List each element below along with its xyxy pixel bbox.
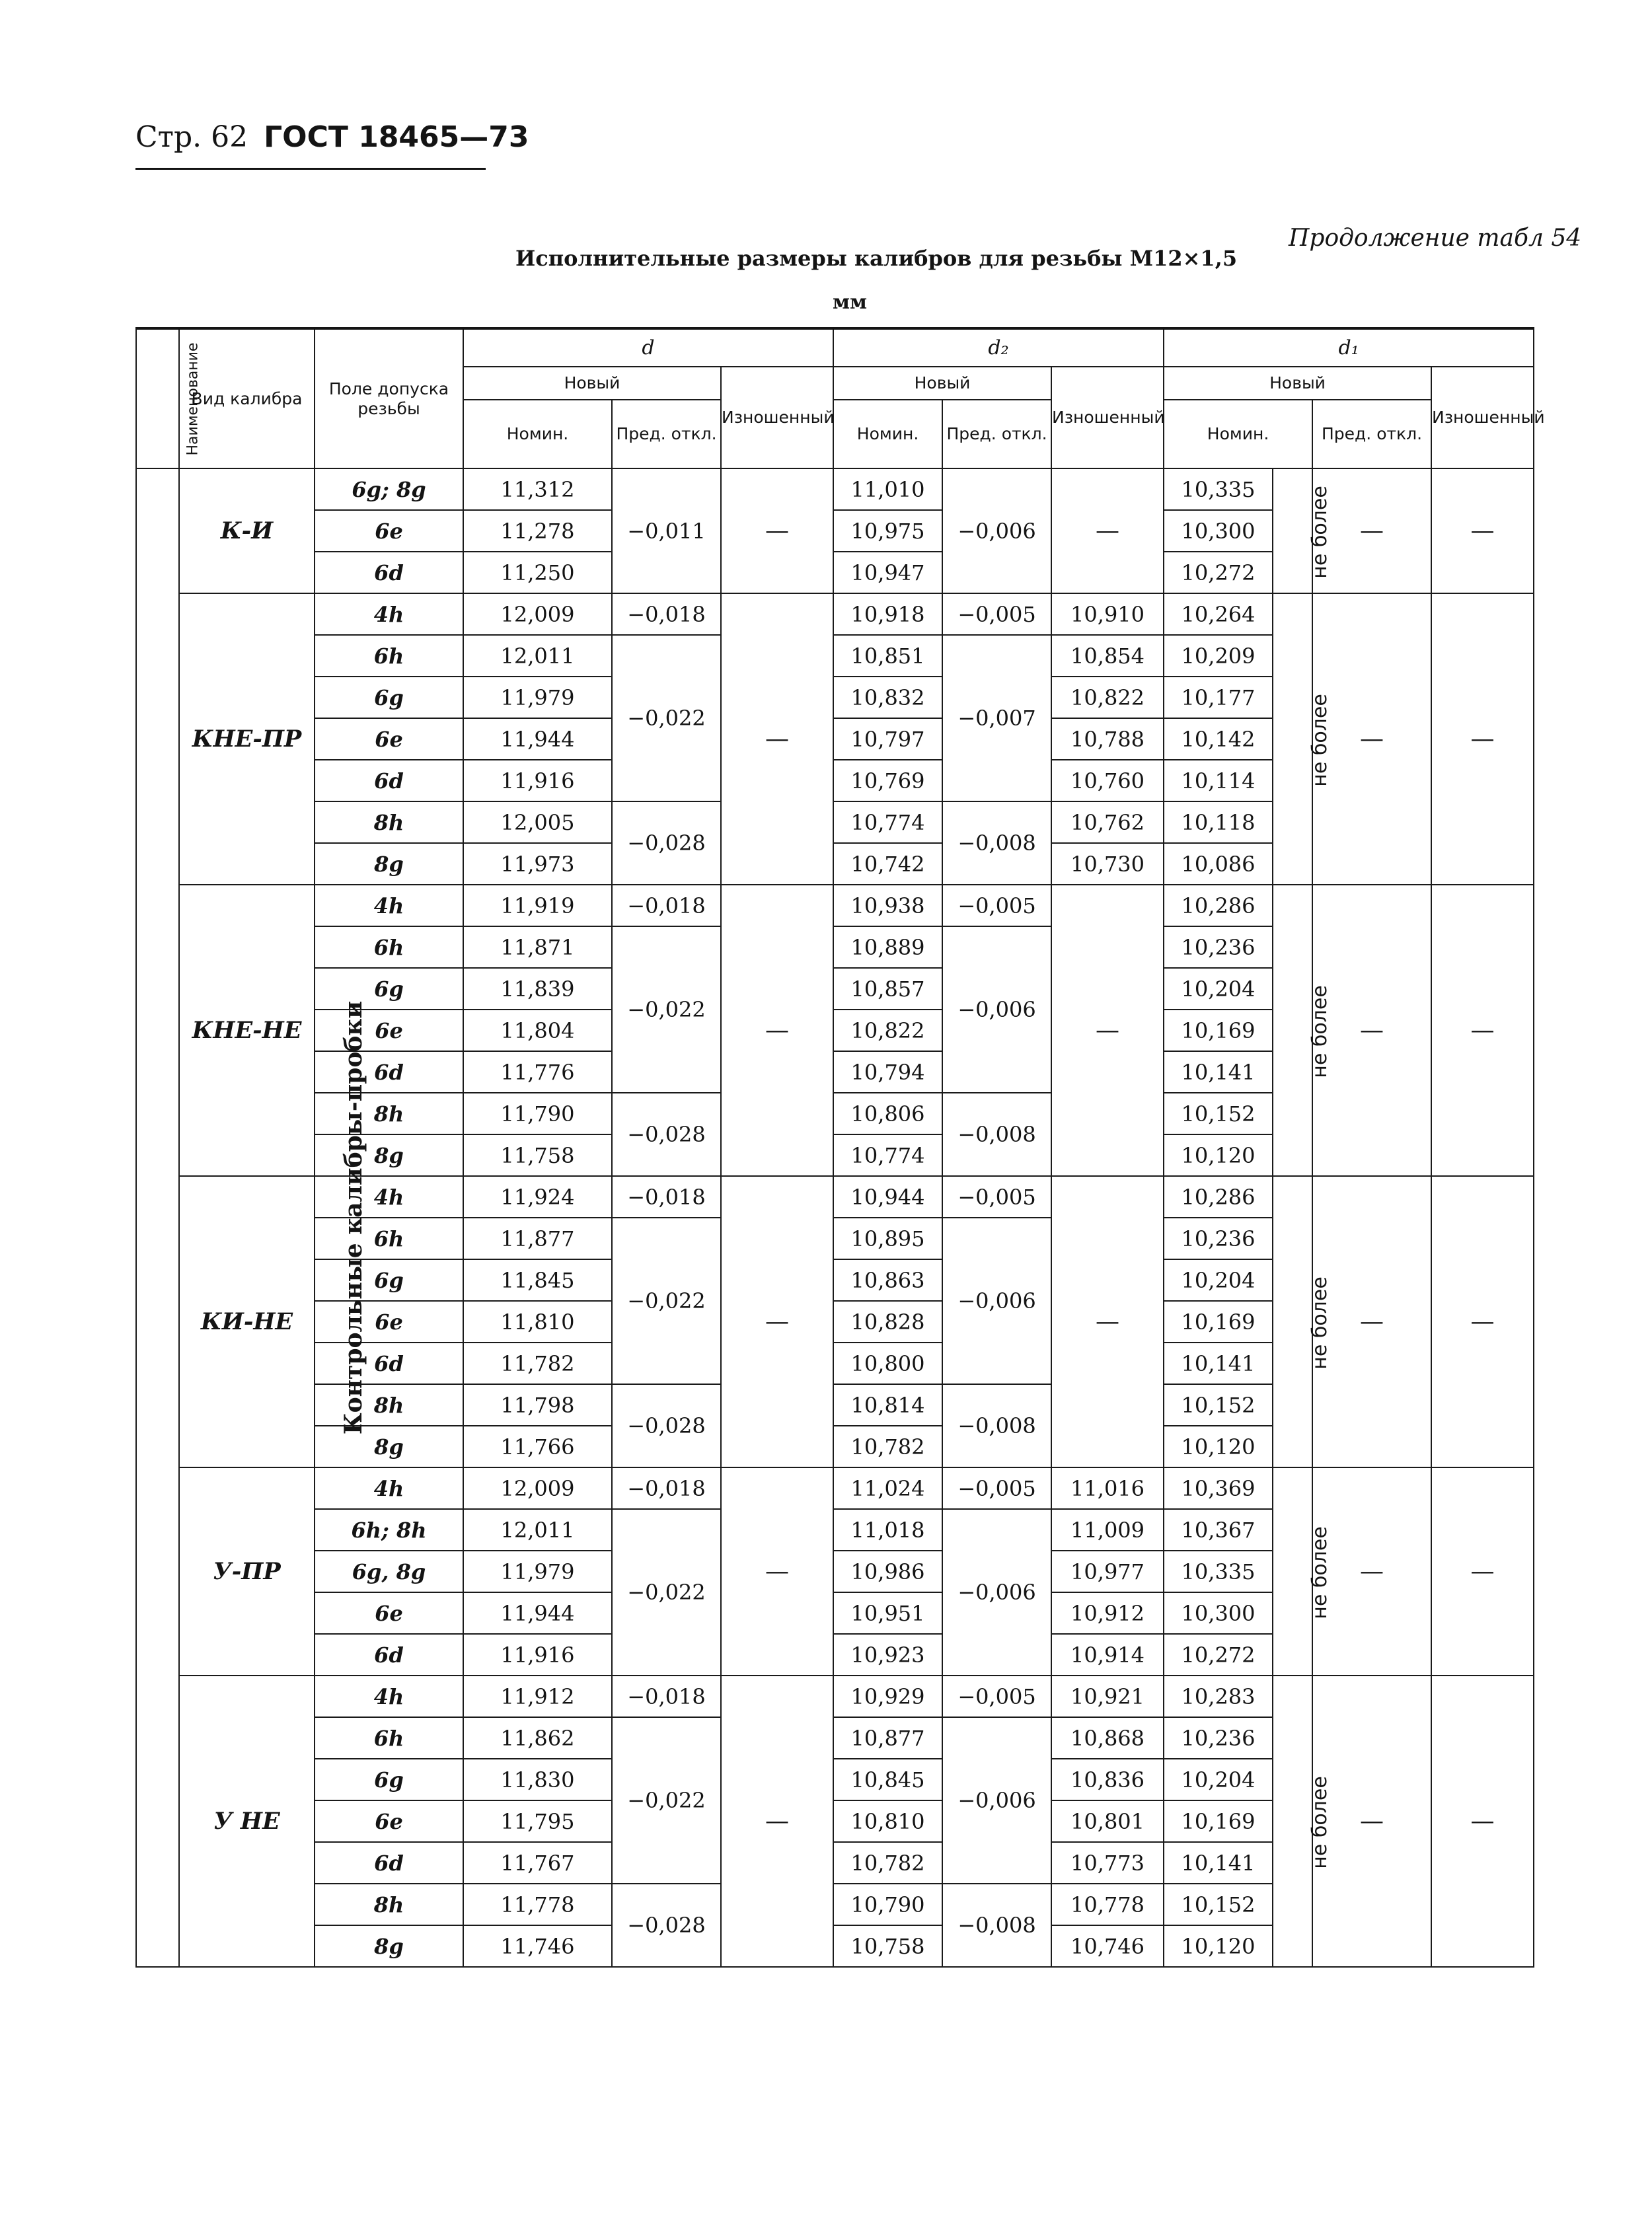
d-nominal-cell: 12,011 <box>463 635 612 677</box>
d-deviation-cell: −0,018 <box>612 1176 721 1218</box>
d2-nominal-cell: 10,863 <box>833 1259 942 1301</box>
continuation-note: Продолжение табл 54 <box>1289 225 1582 252</box>
d2-nominal-cell: 10,742 <box>833 843 942 885</box>
tolerance-field-cell: 8h <box>315 1884 463 1925</box>
d2-worn-cell: 10,822 <box>1051 677 1164 718</box>
d1-nominal-cell: 10,086 <box>1164 843 1273 885</box>
d1-nominal-cell: 10,204 <box>1164 1259 1273 1301</box>
d2-nominal-cell: 11,024 <box>833 1467 942 1509</box>
tolerance-field-cell: 4h <box>315 1467 463 1509</box>
d2-worn-cell: 10,762 <box>1051 801 1164 843</box>
d2-nominal-cell: 10,814 <box>833 1384 942 1426</box>
d-deviation-cell: −0,018 <box>612 1467 721 1509</box>
d2-nominal-cell: 11,018 <box>833 1509 942 1551</box>
d2-nominal-cell: 10,857 <box>833 968 942 1010</box>
d1-nominal-cell: 10,286 <box>1164 885 1273 926</box>
d1-worn-header: Изношенный <box>1431 367 1534 468</box>
d2-nominal-cell: 10,951 <box>833 1592 942 1634</box>
tolerance-field-cell: 6h <box>315 1717 463 1759</box>
d2-worn-cell: 10,854 <box>1051 635 1164 677</box>
d1-deviation-cell: — <box>1312 468 1431 593</box>
d2-deviation-cell: −0,006 <box>942 468 1051 593</box>
d-nominal-cell: 11,804 <box>463 1010 612 1051</box>
d2-nominal-cell: 10,822 <box>833 1010 942 1051</box>
d-nominal-cell: 11,790 <box>463 1093 612 1134</box>
tolerance-field-cell: 6e <box>315 1301 463 1343</box>
d1-nominal-cell: 10,152 <box>1164 1884 1273 1925</box>
table-body <box>136 468 1534 1967</box>
d2-deviation-cell: −0,006 <box>942 1218 1051 1384</box>
d-nominal-cell: 11,877 <box>463 1218 612 1259</box>
tolerance-field-cell: 6d <box>315 1842 463 1884</box>
d-nominal-cell: 11,944 <box>463 718 612 760</box>
page-number: Стр. 62 <box>135 120 248 154</box>
tolerance-field-cell: 6g; 8g <box>315 468 463 510</box>
d-deviation-cell: −0,022 <box>612 926 721 1093</box>
tolerance-field-cell: 6d <box>315 760 463 801</box>
d1-worn-cell: — <box>1431 1676 1534 1967</box>
d1-nominal-cell: 10,236 <box>1164 1717 1273 1759</box>
d2-worn-cell: 10,977 <box>1051 1551 1164 1592</box>
tolerance-field-cell: 6g <box>315 1259 463 1301</box>
d-deviation-cell: −0,018 <box>612 593 721 635</box>
standard-number: ГОСТ 18465—73 <box>264 120 529 154</box>
d-nominal-cell: 12,011 <box>463 1509 612 1551</box>
d1-nominal-cell: 10,120 <box>1164 1134 1273 1176</box>
d-deviation-cell: −0,022 <box>612 1717 721 1884</box>
d1-worn-cell: — <box>1431 468 1534 593</box>
d1-nominal-cell: 10,142 <box>1164 718 1273 760</box>
d2-worn-cell: 10,778 <box>1051 1884 1164 1925</box>
d1-nominal-cell: 10,204 <box>1164 1759 1273 1800</box>
d-worn-cell: — <box>721 1176 833 1467</box>
d-nominal-cell: 11,871 <box>463 926 612 968</box>
tolerance-field-cell: 6g <box>315 1759 463 1800</box>
d1-nominal-cell: 10,236 <box>1164 926 1273 968</box>
col-kind-header: Вид калибра <box>179 328 315 468</box>
d-nominal-cell: 11,924 <box>463 1176 612 1218</box>
d-deviation-cell: −0,018 <box>612 1676 721 1717</box>
d2-deviation-cell: −0,005 <box>942 1676 1051 1717</box>
tolerance-field-cell: 6g <box>315 968 463 1010</box>
d-nominal-cell: 11,979 <box>463 1551 612 1592</box>
header-rule <box>135 168 486 170</box>
d1-deviation-cell: — <box>1312 1676 1431 1967</box>
d1-nominal-cell: 10,141 <box>1164 1051 1273 1093</box>
gauge-kind-cell: КНЕ-ПР <box>179 593 315 885</box>
d1-nominal-cell: 10,335 <box>1164 1551 1273 1592</box>
d-deviation-cell: −0,028 <box>612 1384 721 1467</box>
d2-worn-cell: 10,773 <box>1051 1842 1164 1884</box>
d1-new-header: Новый <box>1164 367 1431 400</box>
d2-nominal-cell: 10,828 <box>833 1301 942 1343</box>
d-deviation-cell: −0,011 <box>612 468 721 593</box>
table-row <box>136 1467 1534 1509</box>
d2-worn-cell: 10,836 <box>1051 1759 1164 1800</box>
d2-worn-cell: 10,910 <box>1051 593 1164 635</box>
d-nominal-header: Номин. <box>463 400 612 468</box>
d2-nominal-cell: 10,800 <box>833 1343 942 1384</box>
d-nominal-cell: 11,758 <box>463 1134 612 1176</box>
d2-deviation-cell: −0,005 <box>942 1467 1051 1509</box>
d1-nominal-cell: 10,335 <box>1164 468 1273 510</box>
d-nominal-cell: 11,782 <box>463 1343 612 1384</box>
d2-nominal-header: Номин. <box>833 400 942 468</box>
gauge-kind-cell: У-ПР <box>179 1467 315 1676</box>
not-more-cell: не более <box>1273 1467 1312 1676</box>
tolerance-field-cell: 6e <box>315 1010 463 1051</box>
d-nominal-cell: 11,778 <box>463 1884 612 1925</box>
d2-nominal-cell: 10,806 <box>833 1093 942 1134</box>
d1-deviation-cell: — <box>1312 1467 1431 1676</box>
d2-nominal-cell: 10,851 <box>833 635 942 677</box>
tolerance-field-cell: 4h <box>315 1176 463 1218</box>
d2-deviation-cell: −0,006 <box>942 1509 1051 1676</box>
d2-nominal-cell: 10,889 <box>833 926 942 968</box>
d-nominal-cell: 12,005 <box>463 801 612 843</box>
not-more-cell: не более <box>1273 1176 1312 1467</box>
d-worn-cell: — <box>721 1676 833 1967</box>
not-more-cell: не более <box>1273 1676 1312 1967</box>
d2-worn-cell: 10,760 <box>1051 760 1164 801</box>
d2-deviation-cell: −0,008 <box>942 1093 1051 1176</box>
tolerance-field-cell: 4h <box>315 885 463 926</box>
d2-nominal-cell: 10,986 <box>833 1551 942 1592</box>
gauge-kind-cell: У НЕ <box>179 1676 315 1967</box>
d2-nominal-cell: 10,918 <box>833 593 942 635</box>
d-nominal-cell: 11,766 <box>463 1426 612 1467</box>
d2-deviation-cell: −0,005 <box>942 593 1051 635</box>
d1-worn-cell: — <box>1431 1176 1534 1467</box>
d-nominal-cell: 12,009 <box>463 1467 612 1509</box>
table-row <box>136 1676 1534 1717</box>
d1-worn-cell: — <box>1431 1467 1534 1676</box>
tolerance-field-cell: 6d <box>315 1634 463 1676</box>
d1-nominal-cell: 10,367 <box>1164 1509 1273 1551</box>
gauge-table <box>135 327 1545 1968</box>
tolerance-field-cell: 8h <box>315 1093 463 1134</box>
d-nominal-cell: 11,250 <box>463 552 612 593</box>
tolerance-field-cell: 6h <box>315 1218 463 1259</box>
d2-nominal-cell: 10,797 <box>833 718 942 760</box>
tolerance-field-cell: 6d <box>315 1343 463 1384</box>
group-name-cell: Контрольные калибры-пробки <box>136 468 179 1967</box>
tolerance-field-cell: 6e <box>315 1592 463 1634</box>
d1-deviation-cell: — <box>1312 1176 1431 1467</box>
tolerance-field-cell: 4h <box>315 1676 463 1717</box>
d-deviation-cell: −0,022 <box>612 1509 721 1676</box>
d2-deviation-cell: −0,005 <box>942 1176 1051 1218</box>
tolerance-field-cell: 6e <box>315 718 463 760</box>
tolerance-field-cell: 6h <box>315 926 463 968</box>
d2-nominal-cell: 10,938 <box>833 885 942 926</box>
col-d1-header: d₁ <box>1164 328 1534 367</box>
d1-deviation-cell: — <box>1312 593 1431 885</box>
tolerance-field-cell: 8h <box>315 1384 463 1426</box>
d1-nominal-cell: 10,272 <box>1164 1634 1273 1676</box>
d1-nominal-cell: 10,114 <box>1164 760 1273 801</box>
tolerance-field-cell: 6e <box>315 1800 463 1842</box>
d1-deviation-cell: — <box>1312 885 1431 1176</box>
d2-worn-header: Изношенный <box>1051 367 1164 468</box>
tolerance-field-cell: 6d <box>315 552 463 593</box>
col-field-header: Поле допуска резьбы <box>315 328 463 468</box>
gauge-kind-cell: КНЕ-НЕ <box>179 885 315 1176</box>
d-deviation-cell: −0,028 <box>612 1093 721 1176</box>
d-worn-cell: — <box>721 593 833 885</box>
table-row <box>136 885 1534 926</box>
d-nominal-cell: 11,916 <box>463 760 612 801</box>
d-worn-header: Изношенный <box>721 367 833 468</box>
d2-worn-cell: — <box>1051 885 1164 1176</box>
d1-worn-cell: — <box>1431 885 1534 1176</box>
d2-deviation-header: Пред. откл. <box>942 400 1051 468</box>
not-more-cell: не более <box>1273 468 1312 593</box>
d2-nominal-cell: 10,774 <box>833 801 942 843</box>
d1-nominal-cell: 10,286 <box>1164 1176 1273 1218</box>
table-row <box>136 468 1534 510</box>
d1-nominal-cell: 10,300 <box>1164 510 1273 552</box>
table-header <box>136 328 1545 468</box>
d1-nominal-cell: 10,152 <box>1164 1384 1273 1426</box>
d1-nominal-cell: 10,264 <box>1164 593 1273 635</box>
tolerance-field-cell: 6e <box>315 510 463 552</box>
tolerance-field-cell: 6g <box>315 677 463 718</box>
col-d-header: d <box>463 328 833 367</box>
d2-nominal-cell: 10,769 <box>833 760 942 801</box>
gauge-kind-cell: КИ-НЕ <box>179 1176 315 1467</box>
d2-deviation-cell: −0,007 <box>942 635 1051 801</box>
d-deviation-cell: −0,022 <box>612 1218 721 1384</box>
d1-nominal-cell: 10,169 <box>1164 1800 1273 1842</box>
d-nominal-cell: 11,845 <box>463 1259 612 1301</box>
d-worn-cell: — <box>721 885 833 1176</box>
tolerance-field-cell: 8h <box>315 801 463 843</box>
d2-worn-cell: 10,788 <box>1051 718 1164 760</box>
d1-nominal-cell: 10,283 <box>1164 1676 1273 1717</box>
d1-nominal-cell: 10,177 <box>1164 677 1273 718</box>
d2-worn-cell: 11,009 <box>1051 1509 1164 1551</box>
d-deviation-header: Пред. откл. <box>612 400 721 468</box>
d1-nominal-cell: 10,118 <box>1164 801 1273 843</box>
d1-nominal-cell: 10,169 <box>1164 1301 1273 1343</box>
d-nominal-cell: 11,795 <box>463 1800 612 1842</box>
d2-deviation-cell: −0,006 <box>942 926 1051 1093</box>
d-worn-cell: — <box>721 468 833 593</box>
d2-nominal-cell: 10,845 <box>833 1759 942 1800</box>
units-label: мм <box>833 291 868 314</box>
tolerance-field-cell: 6h; 8h <box>315 1509 463 1551</box>
d2-nominal-cell: 11,010 <box>833 468 942 510</box>
d-nominal-cell: 11,776 <box>463 1051 612 1093</box>
d1-nominal-cell: 10,236 <box>1164 1218 1273 1259</box>
tolerance-field-cell: 6h <box>315 635 463 677</box>
d-nominal-cell: 12,009 <box>463 593 612 635</box>
d1-nominal-header: Номин. <box>1164 400 1312 468</box>
gauge-kind-cell: К-И <box>179 468 315 593</box>
table-row <box>136 593 1534 635</box>
col-d2-header: d₂ <box>833 328 1164 367</box>
d-deviation-cell: −0,018 <box>612 885 721 926</box>
d1-nominal-cell: 10,204 <box>1164 968 1273 1010</box>
d2-worn-cell: 10,801 <box>1051 1800 1164 1842</box>
d-nominal-cell: 11,839 <box>463 968 612 1010</box>
d1-nominal-cell: 10,141 <box>1164 1343 1273 1384</box>
d1-nominal-cell: 10,209 <box>1164 635 1273 677</box>
tolerance-field-cell: 8g <box>315 1925 463 1967</box>
d-nominal-cell: 11,798 <box>463 1384 612 1426</box>
table-title: Исполнительные размеры калибров для резьбы M12×1,5 <box>515 246 1238 271</box>
d1-nominal-cell: 10,369 <box>1164 1467 1273 1509</box>
d2-worn-cell: — <box>1051 468 1164 593</box>
d-nominal-cell: 11,912 <box>463 1676 612 1717</box>
d-deviation-cell: −0,022 <box>612 635 721 801</box>
d-nominal-cell: 11,830 <box>463 1759 612 1800</box>
d2-deviation-cell: −0,006 <box>942 1717 1051 1884</box>
d-nominal-cell: 11,810 <box>463 1301 612 1343</box>
d2-nominal-cell: 10,758 <box>833 1925 942 1967</box>
d2-nominal-cell: 10,944 <box>833 1176 942 1218</box>
d2-nominal-cell: 10,794 <box>833 1051 942 1093</box>
d2-deviation-cell: −0,008 <box>942 801 1051 885</box>
d2-nominal-cell: 10,929 <box>833 1676 942 1717</box>
d2-worn-cell: 11,016 <box>1051 1467 1164 1509</box>
d2-nominal-cell: 10,895 <box>833 1218 942 1259</box>
d1-nominal-cell: 10,272 <box>1164 552 1273 593</box>
d2-nominal-cell: 10,782 <box>833 1426 942 1467</box>
d2-worn-cell: 10,921 <box>1051 1676 1164 1717</box>
d2-nominal-cell: 10,832 <box>833 677 942 718</box>
tolerance-field-cell: 6d <box>315 1051 463 1093</box>
d2-nominal-cell: 10,810 <box>833 1800 942 1842</box>
d-nominal-cell: 11,746 <box>463 1925 612 1967</box>
d-nominal-cell: 11,973 <box>463 843 612 885</box>
d2-worn-cell: — <box>1051 1176 1164 1467</box>
d1-nominal-cell: 10,120 <box>1164 1925 1273 1967</box>
d-nominal-cell: 11,312 <box>463 468 612 510</box>
d2-worn-cell: 10,868 <box>1051 1717 1164 1759</box>
d1-nominal-cell: 10,169 <box>1164 1010 1273 1051</box>
col-name-header: Наименование <box>136 328 179 468</box>
d-nominal-cell: 11,944 <box>463 1592 612 1634</box>
d2-worn-cell: 10,914 <box>1051 1634 1164 1676</box>
d2-nominal-cell: 10,782 <box>833 1842 942 1884</box>
d-nominal-cell: 11,919 <box>463 885 612 926</box>
d2-nominal-cell: 10,774 <box>833 1134 942 1176</box>
d1-nominal-cell: 10,141 <box>1164 1842 1273 1884</box>
tolerance-field-cell: 8g <box>315 1134 463 1176</box>
d-deviation-cell: −0,028 <box>612 1884 721 1967</box>
tolerance-field-cell: 8g <box>315 843 463 885</box>
d2-nominal-cell: 10,923 <box>833 1634 942 1676</box>
d2-nominal-cell: 10,877 <box>833 1717 942 1759</box>
d-nominal-cell: 11,767 <box>463 1842 612 1884</box>
tolerance-field-cell: 8g <box>315 1426 463 1467</box>
d2-nominal-cell: 10,790 <box>833 1884 942 1925</box>
d2-worn-cell: 10,746 <box>1051 1925 1164 1967</box>
d2-deviation-cell: −0,008 <box>942 1384 1051 1467</box>
not-more-cell: не более <box>1273 593 1312 885</box>
tolerance-field-cell: 6g, 8g <box>315 1551 463 1592</box>
d1-deviation-header: Пред. откл. <box>1312 400 1431 468</box>
d2-deviation-cell: −0,008 <box>942 1884 1051 1967</box>
d2-deviation-cell: −0,005 <box>942 885 1051 926</box>
d2-nominal-cell: 10,975 <box>833 510 942 552</box>
d2-new-header: Новый <box>833 367 1051 400</box>
d-nominal-cell: 11,916 <box>463 1634 612 1676</box>
d1-nominal-cell: 10,120 <box>1164 1426 1273 1467</box>
d1-nominal-cell: 10,300 <box>1164 1592 1273 1634</box>
d-deviation-cell: −0,028 <box>612 801 721 885</box>
d2-nominal-cell: 10,947 <box>833 552 942 593</box>
d2-worn-cell: 10,912 <box>1051 1592 1164 1634</box>
d-worn-cell: — <box>721 1467 833 1676</box>
not-more-cell: не более <box>1273 885 1312 1176</box>
d-new-header: Новый <box>463 367 721 400</box>
tolerance-field-cell: 4h <box>315 593 463 635</box>
d1-worn-cell: — <box>1431 593 1534 885</box>
page-header <box>135 120 529 154</box>
d-nominal-cell: 11,979 <box>463 677 612 718</box>
d-nominal-cell: 11,278 <box>463 510 612 552</box>
d-nominal-cell: 11,862 <box>463 1717 612 1759</box>
d2-worn-cell: 10,730 <box>1051 843 1164 885</box>
d1-nominal-cell: 10,152 <box>1164 1093 1273 1134</box>
